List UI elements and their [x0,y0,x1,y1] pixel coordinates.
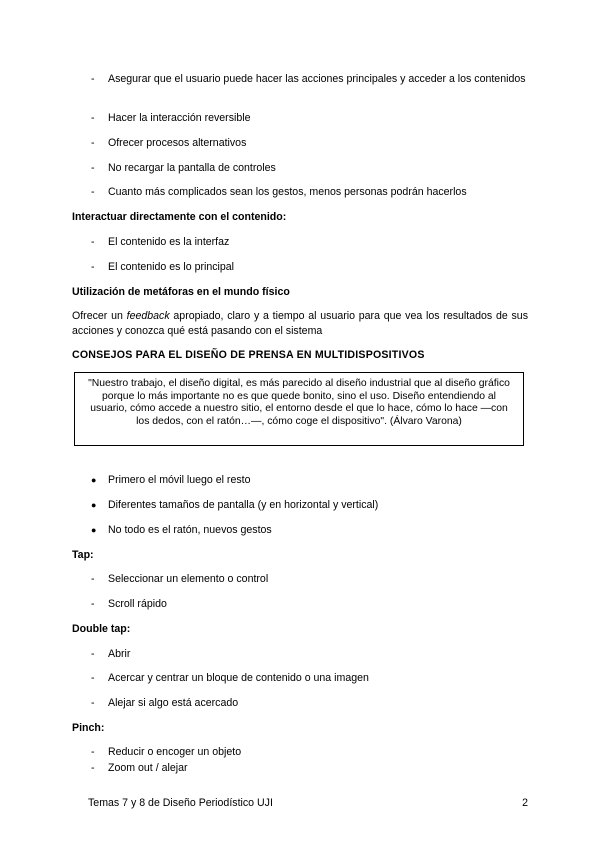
quote-box [74,372,524,446]
section-heading-double-tap: Double tap: [72,623,131,635]
list-item-text: Ofrecer procesos alternativos [108,137,247,149]
list-item [91,472,528,488]
dash-marker: - [91,112,95,124]
list-item [91,160,528,176]
dash-marker: - [91,261,95,273]
page-number: 2 [522,797,528,809]
list-item-text: Primero el móvil luego el resto [108,474,251,486]
list-item-text: El contenido es lo principal [108,261,235,273]
dash-marker: - [91,648,95,660]
section-heading-interactuar: Interactuar directamente con el contenido: [72,211,287,223]
paragraph-suffix: apropiado, claro y a tiempo al usuario para que vea los resultados de sus acciones y conozca qué está pasando con el sistema [72,310,528,337]
list-item-text: Cuanto más complicados sean los gestos, menos personas podrán hacerlos [108,186,467,198]
dash-marker: - [91,697,95,709]
list-item-text: Seleccionar un elemento o control [108,573,269,585]
list-item-text: Zoom out / alejar [108,762,188,774]
feedback-paragraph [72,309,528,339]
list-item-text: Hacer la interacción reversible [108,112,251,124]
list-item [91,760,528,776]
list-item-text: No todo es el ratón, nuevos gestos [108,524,272,536]
dash-marker: - [91,598,95,610]
list-item [91,497,528,513]
dash-marker: - [91,762,95,774]
section-title-consejos: CONSEJOS PARA EL DISEÑO DE PRENSA EN MULTIDISPOSITIVOS [72,349,425,361]
list-item [91,670,528,686]
dash-marker: - [91,746,95,758]
dash-marker: - [91,137,95,149]
list-item-text: Abrir [108,648,131,660]
list-item-text: Acercar y centrar un bloque de contenido o una imagen [108,672,369,684]
dash-marker: - [91,186,95,198]
list-item-text: Asegurar que el usuario puede hacer las acciones principales y acceder a los contenidos [108,73,526,85]
list-item [91,695,528,711]
list-item [91,571,528,587]
list-item [91,135,528,151]
section-heading-tap: Tap: [72,549,94,561]
list-item [91,646,528,662]
dash-marker: - [91,73,95,85]
list-item [91,71,528,87]
list-item-text: Diferentes tamaños de pantalla (y en horizontal y vertical) [108,499,379,511]
quote-text: "Nuestro trabajo, el diseño digital, es más parecido al diseño industrial que al diseño gráfico porque lo más importante no es que quede bonito, sino el uso. Diseño entendiendo al usuario, cómo accede a nuestro sitio, el entorno desde el que lo hace, cómo lo hace —con los dedos, con el ratón…—, cómo coge el dispositivo". (Álvaro Varona) [88,378,510,427]
paragraph-prefix: Ofrecer un [72,310,127,322]
dash-marker: - [91,236,95,248]
section-heading-metaforas: Utilización de metáforas en el mundo físico [72,286,290,298]
bullet-marker: ● [91,475,97,485]
list-item [91,522,528,538]
list-item-text: No recargar la pantalla de controles [108,162,276,174]
list-item [91,596,528,612]
list-item-text: Scroll rápido [108,598,167,610]
paragraph-emphasis: feedback [126,310,170,322]
dash-marker: - [91,573,95,585]
bullet-marker: ● [91,500,97,510]
list-item-text: Reducir o encoger un objeto [108,746,242,758]
list-item-text: El contenido es la interfaz [108,236,230,248]
list-item [91,234,528,250]
footer-title: Temas 7 y 8 de Diseño Periodístico UJI [88,797,273,809]
dash-marker: - [91,162,95,174]
bullet-marker: ● [91,525,97,535]
dash-marker: - [91,672,95,684]
section-heading-pinch: Pinch: [72,722,105,734]
list-item [91,259,528,275]
list-item [91,184,528,200]
list-item [91,744,528,760]
list-item-text: Alejar si algo está acercado [108,697,239,709]
list-item [91,110,528,126]
